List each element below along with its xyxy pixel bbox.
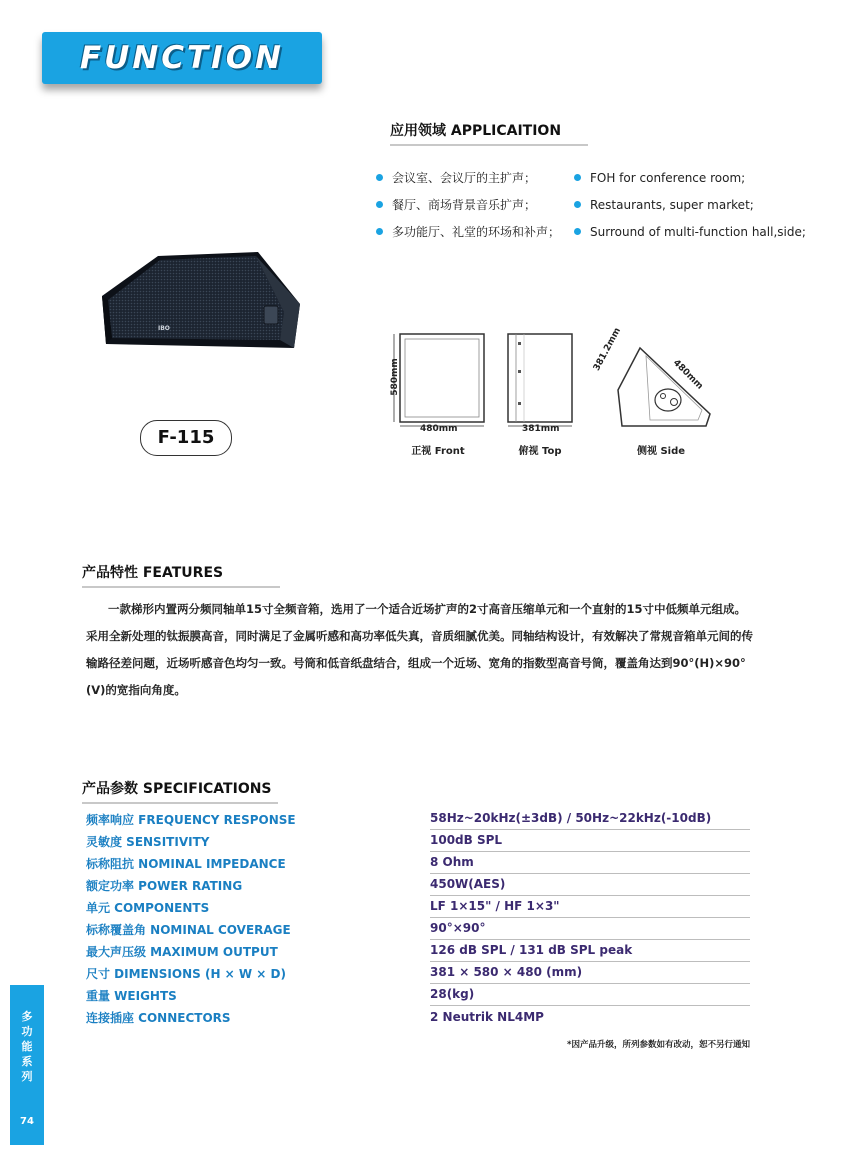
front-width-dim: 480mm bbox=[420, 424, 458, 434]
top-width-dim: 381mm bbox=[522, 424, 560, 434]
footnote: *因产品升级，所列参数如有改动，恕不另行通知 bbox=[567, 1040, 750, 1050]
side-caption: 侧视 Side bbox=[636, 446, 686, 457]
specifications-table bbox=[86, 808, 750, 1028]
spec-value: 450W(AES) bbox=[430, 874, 750, 896]
spec-label: 标称阻抗 NOMINAL IMPEDANCE bbox=[86, 856, 286, 871]
banner-title: FUNCTION bbox=[79, 40, 285, 76]
table-row bbox=[86, 1006, 750, 1028]
bullet-icon bbox=[574, 228, 581, 235]
bullet-icon bbox=[376, 228, 383, 235]
front-height-dim: 580mm bbox=[389, 358, 400, 396]
table-row bbox=[86, 918, 750, 940]
speaker-photo bbox=[88, 248, 310, 358]
spec-label: 灵敏度 SENSITIVITY bbox=[86, 834, 210, 849]
table-row bbox=[86, 852, 750, 874]
spec-value: 381 × 580 × 480 (mm) bbox=[430, 962, 750, 984]
side-a-dim: 381.2mm bbox=[592, 326, 624, 373]
application-heading: 应用领域 APPLICAITION bbox=[390, 120, 588, 146]
side-b-dim: 480mm bbox=[670, 358, 705, 392]
list-item: Restaurants, super market; bbox=[574, 191, 806, 218]
table-row bbox=[86, 940, 750, 962]
spec-label: 频率响应 FREQUENCY RESPONSE bbox=[86, 812, 296, 827]
spec-value: 28(kg) bbox=[430, 984, 750, 1006]
bullet-icon bbox=[574, 201, 581, 208]
brand-logo: IBO bbox=[158, 325, 170, 332]
page-number: 74 bbox=[20, 1116, 34, 1127]
top-view-drawing bbox=[504, 330, 576, 430]
spec-value: 90°×90° bbox=[430, 918, 750, 940]
spec-label: 尺寸 DIMENSIONS (H × W × D) bbox=[86, 966, 286, 981]
list-item: 多功能厅、礼堂的环场和补声； bbox=[376, 218, 560, 245]
function-banner bbox=[42, 32, 322, 84]
application-list-cn bbox=[376, 164, 560, 245]
front-caption: 正视 Front bbox=[411, 446, 465, 457]
list-item: FOH for conference room; bbox=[574, 164, 806, 191]
list-item: Surround of multi-function hall,side; bbox=[574, 218, 806, 245]
spec-value: LF 1×15" / HF 1×3" bbox=[430, 896, 750, 918]
spec-label: 重量 WEIGHTS bbox=[86, 988, 177, 1003]
specifications-heading: 产品参数 SPECIFICATIONS bbox=[82, 778, 278, 804]
table-row bbox=[86, 984, 750, 1006]
front-view-drawing bbox=[388, 330, 488, 430]
table-row bbox=[86, 808, 750, 830]
spec-value: 2 Neutrik NL4MP bbox=[430, 1009, 544, 1024]
bullet-icon bbox=[376, 201, 383, 208]
spec-label: 标称覆盖角 NOMINAL COVERAGE bbox=[86, 922, 291, 937]
model-label: F-115 bbox=[140, 420, 232, 456]
list-item: 餐厅、商场背景音乐扩声； bbox=[376, 191, 560, 218]
spec-label: 连接插座 CONNECTORS bbox=[86, 1010, 231, 1025]
spec-value: 100dB SPL bbox=[430, 830, 750, 852]
spec-label: 额定功率 POWER RATING bbox=[86, 878, 243, 893]
spec-value: 8 Ohm bbox=[430, 852, 750, 874]
bullet-icon bbox=[376, 174, 383, 181]
bullet-icon bbox=[574, 174, 581, 181]
application-list-en bbox=[574, 164, 806, 245]
spec-value: 58Hz~20kHz(±3dB) / 50Hz~22kHz(-10dB) bbox=[430, 808, 750, 830]
category-side-tab bbox=[10, 985, 44, 1145]
features-heading: 产品特性 FEATURES bbox=[82, 562, 280, 588]
features-text: 一款梯形内置两分频同轴单15寸全频音箱，选用了一个适合近场扩声的2寸高音压缩单元和一个直射的15寸中低频单元组成。采用全新处理的钛振膜高音，同时满足了金属听感和高功率低失真，音质细腻优美。同轴结构设计，有效解决了常规音箱单元间的传输路径差问题，近场听感音色均匀一致。号筒和低音纸盘结合，组成一个近场、宽角的指数型高音号筒，覆盖角达到90°(H)×90°(V)的宽指向角度。 bbox=[86, 602, 753, 697]
table-row bbox=[86, 830, 750, 852]
list-item: 会议室、会议厅的主扩声； bbox=[376, 164, 560, 191]
table-row bbox=[86, 874, 750, 896]
spec-label: 单元 COMPONENTS bbox=[86, 900, 210, 915]
category-label: 多 功 能 系 列 bbox=[21, 1010, 33, 1083]
table-row bbox=[86, 962, 750, 984]
table-row bbox=[86, 896, 750, 918]
top-caption: 俯视 Top bbox=[518, 446, 562, 457]
spec-label: 最大声压级 MAXIMUM OUTPUT bbox=[86, 944, 278, 959]
spec-value: 126 dB SPL / 131 dB SPL peak bbox=[430, 940, 750, 962]
